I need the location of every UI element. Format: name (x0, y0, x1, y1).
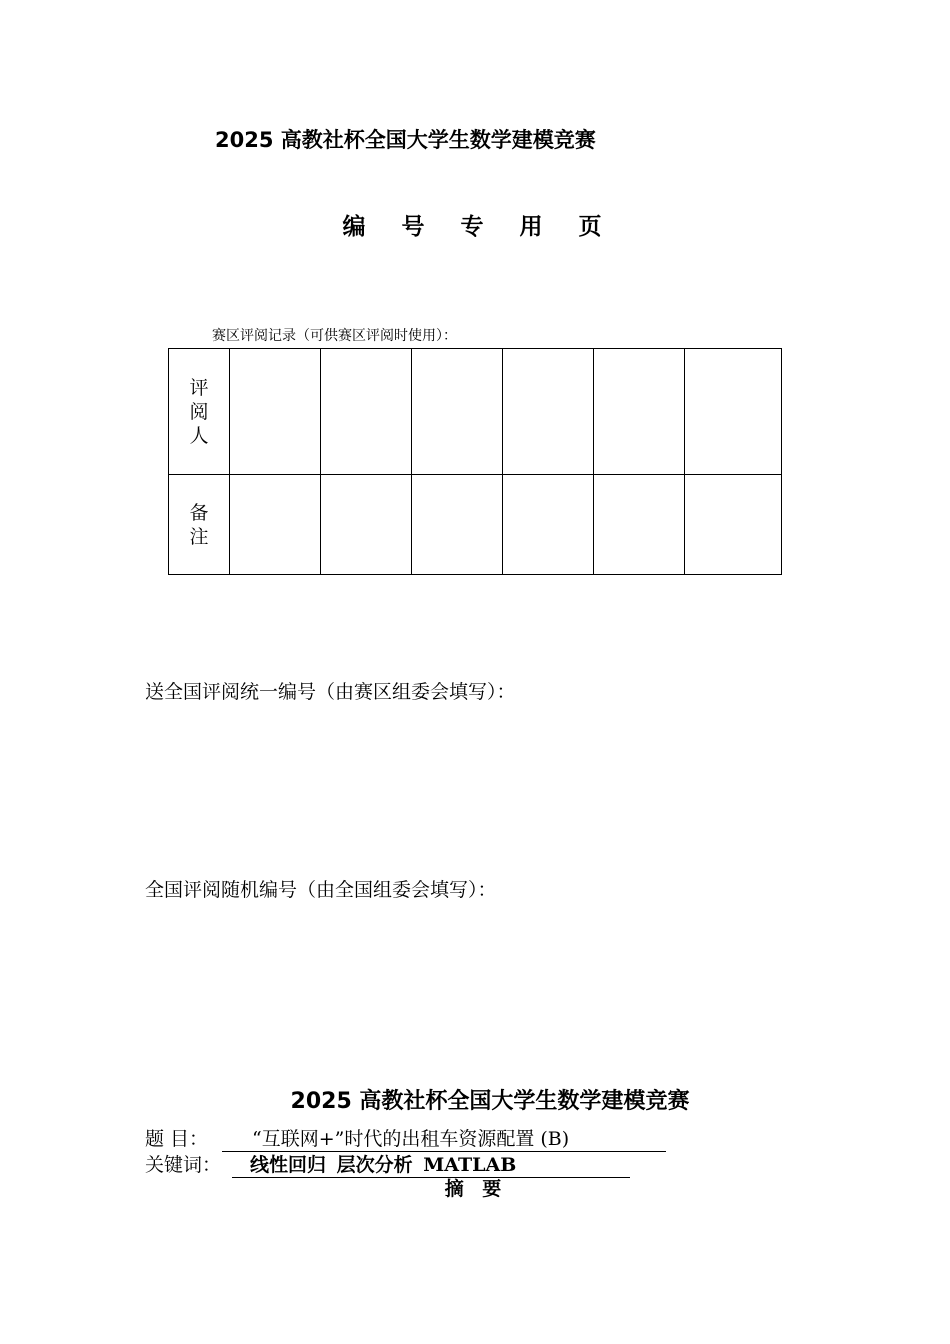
reviewer-cell-6 (685, 349, 782, 475)
table-row-reviewer (169, 349, 782, 475)
remarks-cell-1 (230, 475, 321, 575)
remarks-cell-4 (503, 475, 594, 575)
topic-value: “互联网+”时代的出租车资源配置 (B) (222, 1124, 666, 1152)
abstract-heading: 摘 要 (444, 1178, 508, 1200)
regional-number-label: 送全国评阅统一编号（由赛区组委会填写）： (145, 681, 516, 703)
table-row-remarks (169, 475, 782, 575)
competition-title: 2025 高教社杯全国大学生数学建模竞赛 (215, 128, 596, 152)
remarks-cell-6 (685, 475, 782, 575)
reviewer-cell-2 (321, 349, 412, 475)
row-header-remarks: 备注 (169, 475, 230, 575)
national-number-label: 全国评阅随机编号（由全国组委会填写）： (145, 879, 497, 901)
review-record-label: 赛区评阅记录（可供赛区评阅时使用）： (212, 328, 457, 344)
reviewer-cell-5 (594, 349, 685, 475)
keywords-value: 线性回归 层次分析 MATLAB (232, 1150, 630, 1178)
remarks-cell-5 (594, 475, 685, 575)
review-record-table (168, 348, 782, 575)
topic-label: 题 目： (145, 1128, 209, 1150)
remarks-cell-3 (412, 475, 503, 575)
reviewer-cell-3 (412, 349, 503, 475)
row-header-reviewer: 评阅人 (169, 349, 230, 475)
reviewer-cell-1 (230, 349, 321, 475)
paper-competition-title: 2025 高教社杯全国大学生数学建模竞赛 (290, 1089, 690, 1114)
keywords-label: 关键词： (145, 1154, 222, 1176)
page-subtitle: 编 号 专 用 页 (342, 213, 616, 240)
reviewer-cell-4 (503, 349, 594, 475)
remarks-cell-2 (321, 475, 412, 575)
